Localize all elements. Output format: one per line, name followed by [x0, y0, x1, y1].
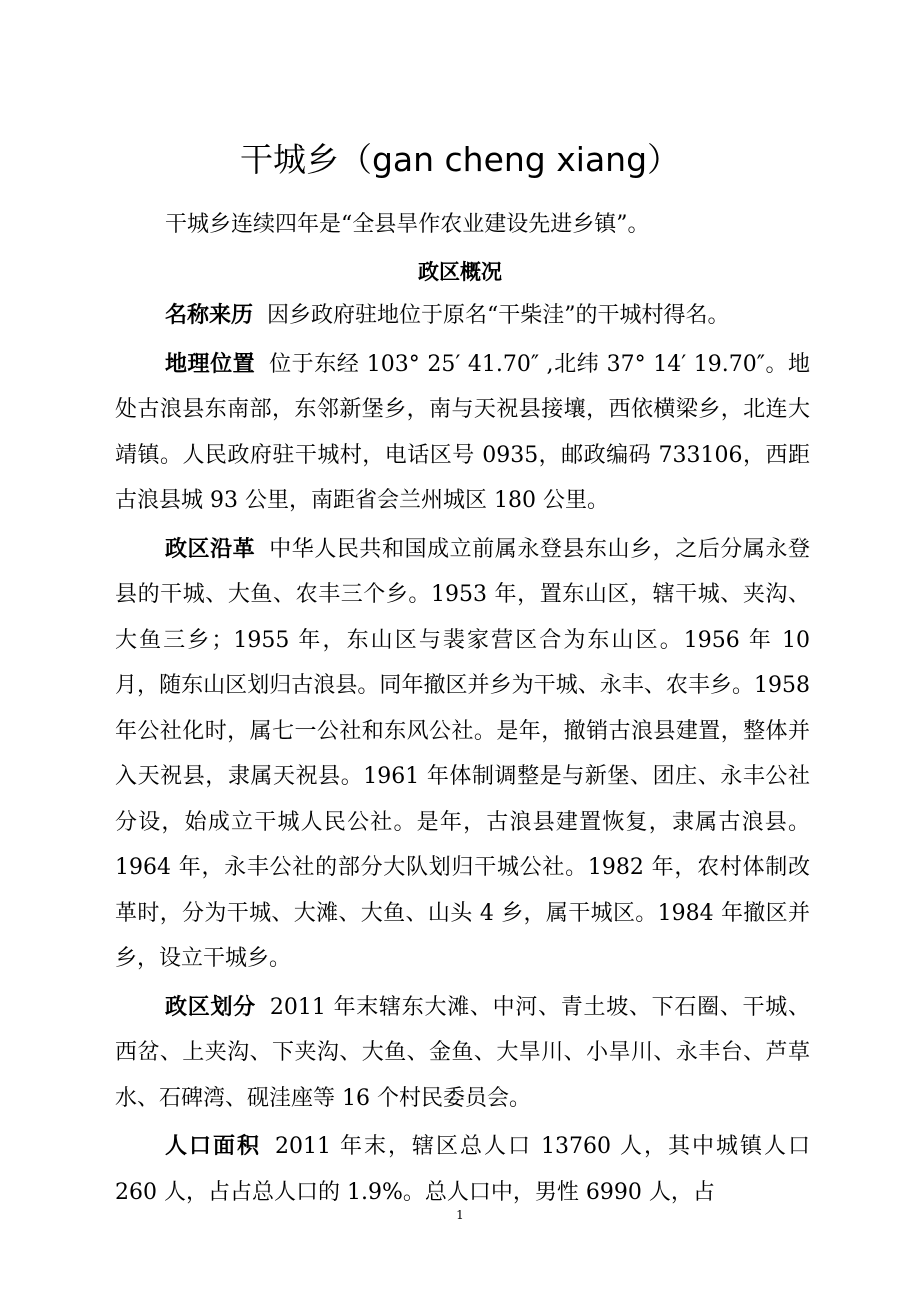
- paragraph-label: 人口面积: [165, 1134, 262, 1159]
- paragraph-label: 名称来历: [165, 303, 254, 328]
- paragraph-population: [115, 1124, 810, 1215]
- paragraph-name-origin: [115, 293, 810, 339]
- document-body: [115, 293, 810, 1218]
- document-title: 干城乡（gan cheng xiang）: [239, 140, 681, 179]
- paragraph-text: 位于东经 103° 25′ 41.70″ ,北纬 37° 14′ 19.70″。地处古浪县东南部，东邻新堡乡，南与天祝县接壤，西依横梁乡，北连大靖镇。人民政府驻干城村，电话区号 0935，邮政编码 733106，西距古浪县城 93 公里，南距省会兰州城区 180 公里。: [115, 351, 810, 513]
- paragraph-label: 政区划分: [165, 994, 256, 1020]
- paragraph-location: [115, 342, 810, 524]
- intro-line: 干城乡连续四年是“全县旱作农业建设先进乡镇”。: [165, 212, 650, 237]
- paragraph-divisions: [115, 985, 810, 1122]
- paragraph-text: 中华人民共和国成立前属永登县东山乡，之后分属永登县的干城、大鱼、农丰三个乡。1953 年，置东山区，辖干城、夹沟、大鱼三乡；1955 年，东山区与裴家营区合为东山区。1956 年 10 月，随东山区划归古浪县。同年撤区并乡为干城、永丰、农丰乡。1958 年公社化时，属七一公社和东风公社。是年，撤销古浪县建置，整体并入天祝县，隶属天祝县。1961 年体制调整是与新堡、团庄、永丰公社分设，始成立干城人民公社。是年，古浪县建置恢复，隶属古浪县。1964 年，永丰公社的部分大队划归干城公社。1982 年，农村体制改革时，分为干城、大滩、大鱼、山头 4 乡，属干城区。1984 年撤区并乡，设立干城乡。: [115, 536, 810, 971]
- paragraph-text: 2011 年末，辖区总人口 13760 人，其中城镇人口 260 人，占占总人口的 1.9%。总人口中，男性 6990 人，占: [115, 1134, 810, 1205]
- paragraph-label: 地理位置: [165, 351, 256, 377]
- page-number: 1: [456, 1208, 464, 1222]
- paragraph-history: [115, 527, 810, 982]
- paragraph-label: 政区沿革: [165, 536, 256, 562]
- paragraph-text: 因乡政府驻地位于原名“干柴洼”的干城村得名。: [267, 303, 730, 328]
- section-heading: 政区概况: [418, 260, 502, 284]
- paragraph-text: 2011 年末辖东大滩、中河、青土坡、下石圈、干城、西岔、上夹沟、下夹沟、大鱼、金鱼、大旱川、小旱川、永丰台、芦草水、石碑湾、砚洼座等 16 个村民委员会。: [115, 994, 810, 1111]
